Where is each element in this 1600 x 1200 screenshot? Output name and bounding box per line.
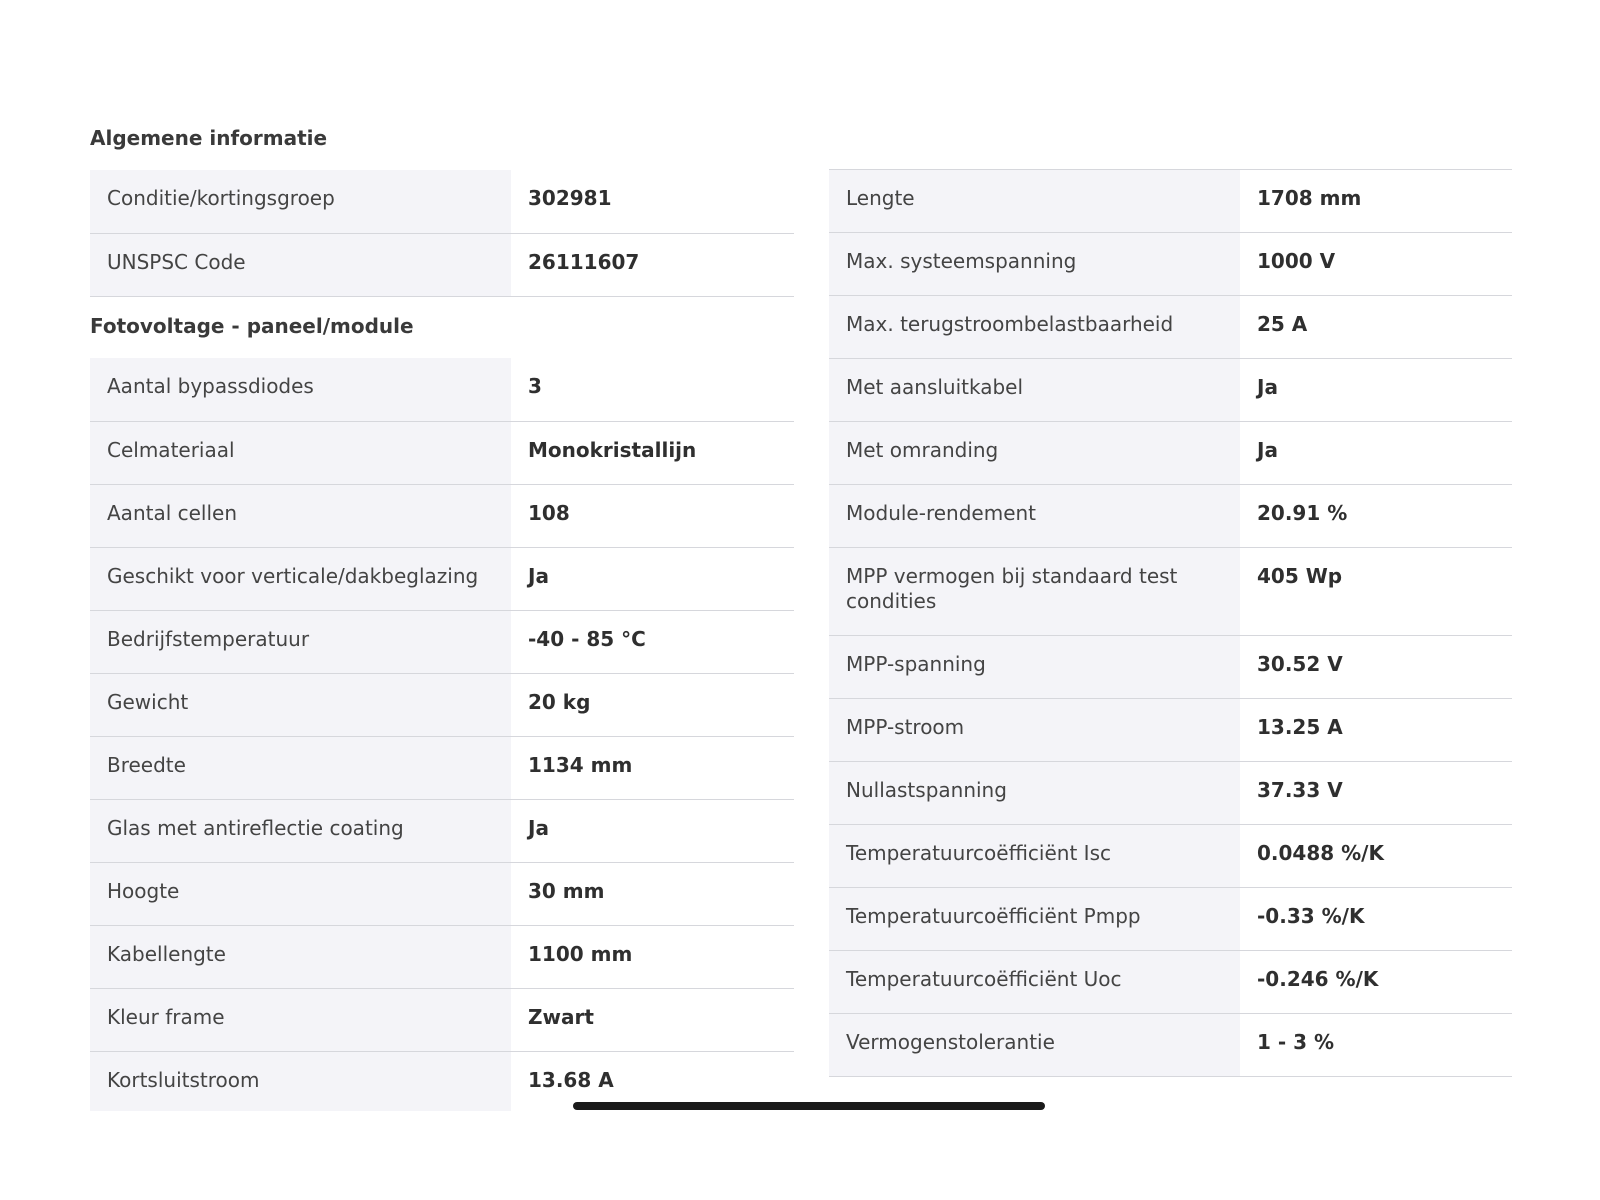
table-row [90,799,794,862]
spec-label: Temperatuurcoëfficiënt Isc [829,825,1240,888]
spec-value: Monokristallijn [511,421,794,484]
spec-value: 0.0488 %/K [1240,825,1512,888]
home-indicator[interactable] [573,1102,1045,1110]
spec-value: Ja [511,547,794,610]
spec-value: 1100 mm [511,925,794,988]
table-row [90,233,794,296]
table-row [829,1014,1512,1077]
spec-label: Conditie/kortingsgroep [90,170,511,233]
spec-value: 108 [511,484,794,547]
spec-label: MPP-stroom [829,699,1240,762]
spec-label: Met omranding [829,422,1240,485]
table-row [90,610,794,673]
table-row [829,170,1512,233]
spec-label: UNSPSC Code [90,233,511,296]
spec-value: -0.33 %/K [1240,888,1512,951]
table-row [90,736,794,799]
table-row [829,762,1512,825]
table-row [829,636,1512,699]
spec-value: 1134 mm [511,736,794,799]
spec-value: -0.246 %/K [1240,951,1512,1014]
section-title-pv: Fotovoltage - paneel/module [90,314,414,338]
pv-specs-table-right [829,169,1512,1077]
spec-value: 405 Wp [1240,548,1512,636]
table-row [829,485,1512,548]
table-row [90,547,794,610]
spec-value: Ja [1240,359,1512,422]
spec-value: 302981 [511,170,794,233]
spec-label: MPP vermogen bij standaard test condities [829,548,1240,636]
spec-value: 13.68 A [511,1051,794,1111]
spec-value: Ja [511,799,794,862]
spec-label: Hoogte [90,862,511,925]
table-row [829,233,1512,296]
spec-label: Vermogenstolerantie [829,1014,1240,1077]
table-row [829,888,1512,951]
spec-value: Zwart [511,988,794,1051]
table-row [90,862,794,925]
spec-value: 30.52 V [1240,636,1512,699]
spec-label: MPP-spanning [829,636,1240,699]
spec-value: -40 - 85 °C [511,610,794,673]
table-row [829,951,1512,1014]
spec-value: 1000 V [1240,233,1512,296]
spec-label: Celmateriaal [90,421,511,484]
general-info-table [90,170,794,297]
table-row [829,699,1512,762]
spec-label: Kortsluitstroom [90,1051,511,1111]
spec-label: Max. terugstroombelastbaarheid [829,296,1240,359]
table-row [90,925,794,988]
spec-label: Nullastspanning [829,762,1240,825]
spec-value: 20 kg [511,673,794,736]
pv-specs-table-left [90,358,794,1111]
spec-label: Lengte [829,170,1240,233]
spec-label: Aantal bypassdiodes [90,358,511,421]
spec-label: Bedrijfstemperatuur [90,610,511,673]
spec-label: Met aansluitkabel [829,359,1240,422]
spec-value: 26111607 [511,233,794,296]
spec-label: Gewicht [90,673,511,736]
spec-label: Max. systeemspanning [829,233,1240,296]
spec-value: 37.33 V [1240,762,1512,825]
section-title-general: Algemene informatie [90,126,328,150]
spec-value: 1 - 3 % [1240,1014,1512,1077]
spec-value: 30 mm [511,862,794,925]
table-row [829,548,1512,636]
spec-label: Kleur frame [90,988,511,1051]
spec-value: 20.91 % [1240,485,1512,548]
table-row [90,988,794,1051]
spec-label: Module-rendement [829,485,1240,548]
spec-label: Geschikt voor verticale/dakbeglazing [90,547,511,610]
spec-value: 25 A [1240,296,1512,359]
spec-label: Aantal cellen [90,484,511,547]
spec-value: 1708 mm [1240,170,1512,233]
spec-label: Kabellengte [90,925,511,988]
spec-label: Temperatuurcoëfficiënt Pmpp [829,888,1240,951]
spec-label: Glas met antireflectie coating [90,799,511,862]
table-row [90,673,794,736]
spec-value: Ja [1240,422,1512,485]
table-row [90,421,794,484]
table-row [90,358,794,421]
spec-value: 13.25 A [1240,699,1512,762]
table-row [829,422,1512,485]
table-row [90,484,794,547]
table-row [829,296,1512,359]
spec-label: Breedte [90,736,511,799]
table-row [90,170,794,233]
spec-label: Temperatuurcoëfficiënt Uoc [829,951,1240,1014]
table-row [829,359,1512,422]
table-row [829,825,1512,888]
spec-value: 3 [511,358,794,421]
